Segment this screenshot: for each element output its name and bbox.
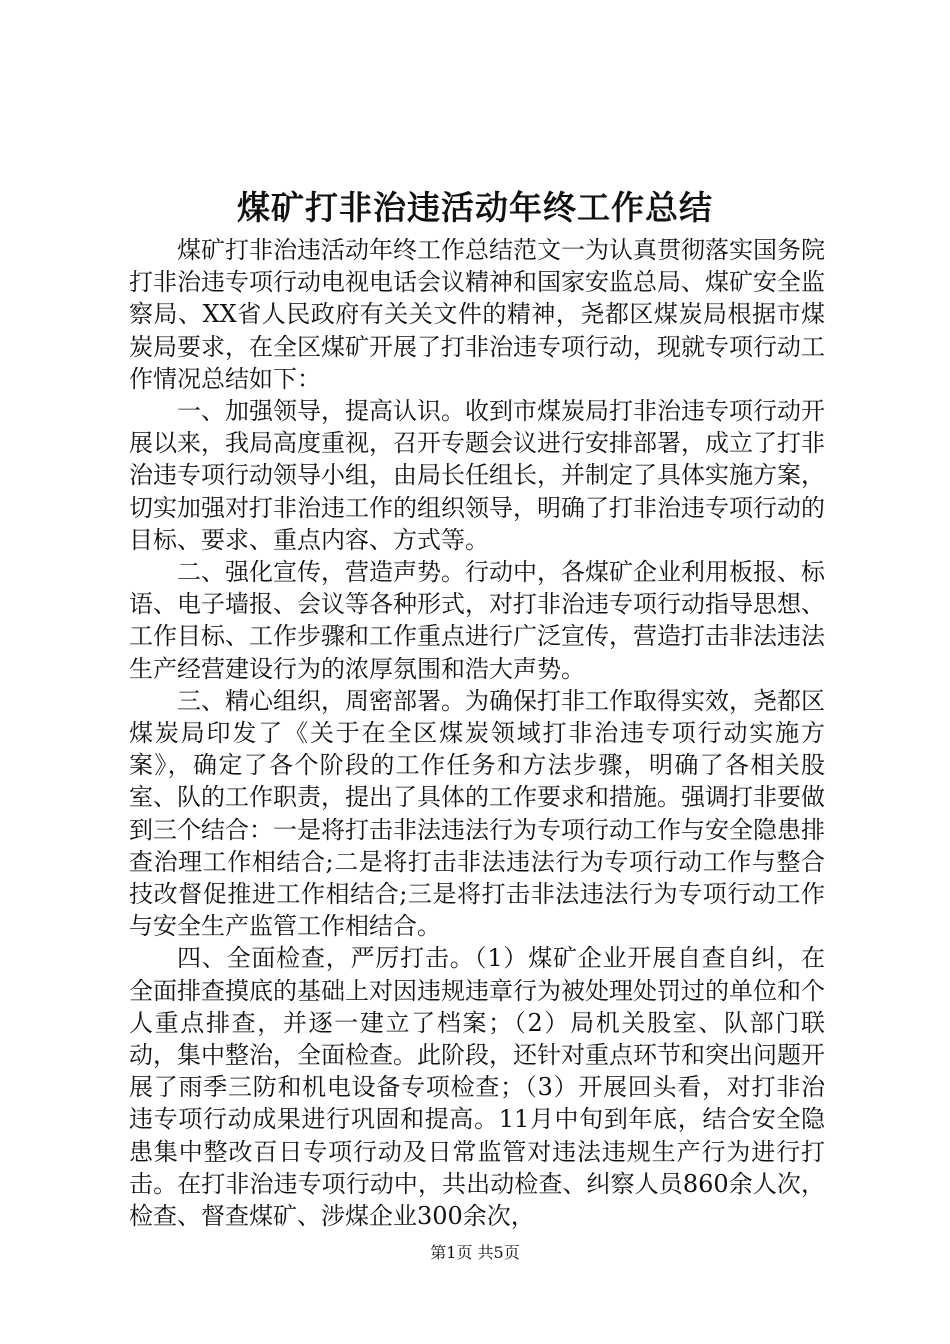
paragraph-section-1: 一、加强领导，提高认识。收到市煤炭局打非治违专项行动开展以来，我局高度重视，召开专题会议进行安排部署，成立了打非治违专项行动领导小组，由局长任组长，并制定了具体实施方案，切实加强对打非治违工作的组织领导，明确了打非治违专项行动的目标、要求、重点内容、方式等。 — [129, 397, 825, 554]
paragraph-section-4: 四、全面检查，严厉打击。（1）煤矿企业开展自查自纠，在全面排查摸底的基础上对因违规违章行为被处理处罚过的单位和个人重点排查，并逐一建立了档案；（2）局机关股室、队部门联动，集中整治，全面检查。此阶段，还针对重点环节和突出问题开展了雨季三防和机电设备专项检查；（3）开展回头看，对打非治违专项行动成果进行巩固和提高。11月中旬到年底，结合安全隐患集中整改百日专项行动及日常监管对违法违规生产行为进行打击。在打非治违专项行动中，共出动检查、纠察人员860余人次，检查、督查煤矿、涉煤企业300余次， — [129, 944, 825, 1231]
paragraph-section-2: 二、强化宣传，营造声势。行动中，各煤矿企业利用板报、标语、电子墙报、会议等各种形式，对打非治违专项行动指导思想、工作目标、工作步骤和工作重点进行广泛宣传，营造打击非法违法生产经营建设行为的浓厚氛围和浩大声势。 — [129, 558, 825, 683]
page-number-footer: 第1页 共5页 — [430, 1243, 520, 1262]
document-body — [129, 234, 825, 1232]
document-title: 煤矿打非治违活动年终工作总结 — [237, 188, 713, 227]
paragraph-intro: 煤矿打非治违活动年终工作总结范文一为认真贯彻落实国务院打非治违专项行动电视电话会议精神和国家安监总局、煤矿安全监察局、XX省人民政府有关关文件的精神，尧都区煤炭局根据市煤炭局要求，在全区煤矿开展了打非治违专项行动，现就专项行动工作情况总结如下： — [129, 236, 825, 393]
paragraph-section-3: 三、精心组织，周密部署。为确保打非工作取得实效，尧都区煤炭局印发了《关于在全区煤炭领域打非治违专项行动实施方案》，确定了各个阶段的工作任务和方法步骤，明确了各相关股室、队的工作职责，提出了具体的工作要求和措施。强调打非要做到三个结合：一是将打击非法违法行为专项行动工作与安全隐患排查治理工作相结合;二是将打击非法违法行为专项行动工作与整合技改督促推进工作相结合;三是将打击非法违法行为专项行动工作与安全生产监管工作相结合。 — [129, 686, 825, 941]
